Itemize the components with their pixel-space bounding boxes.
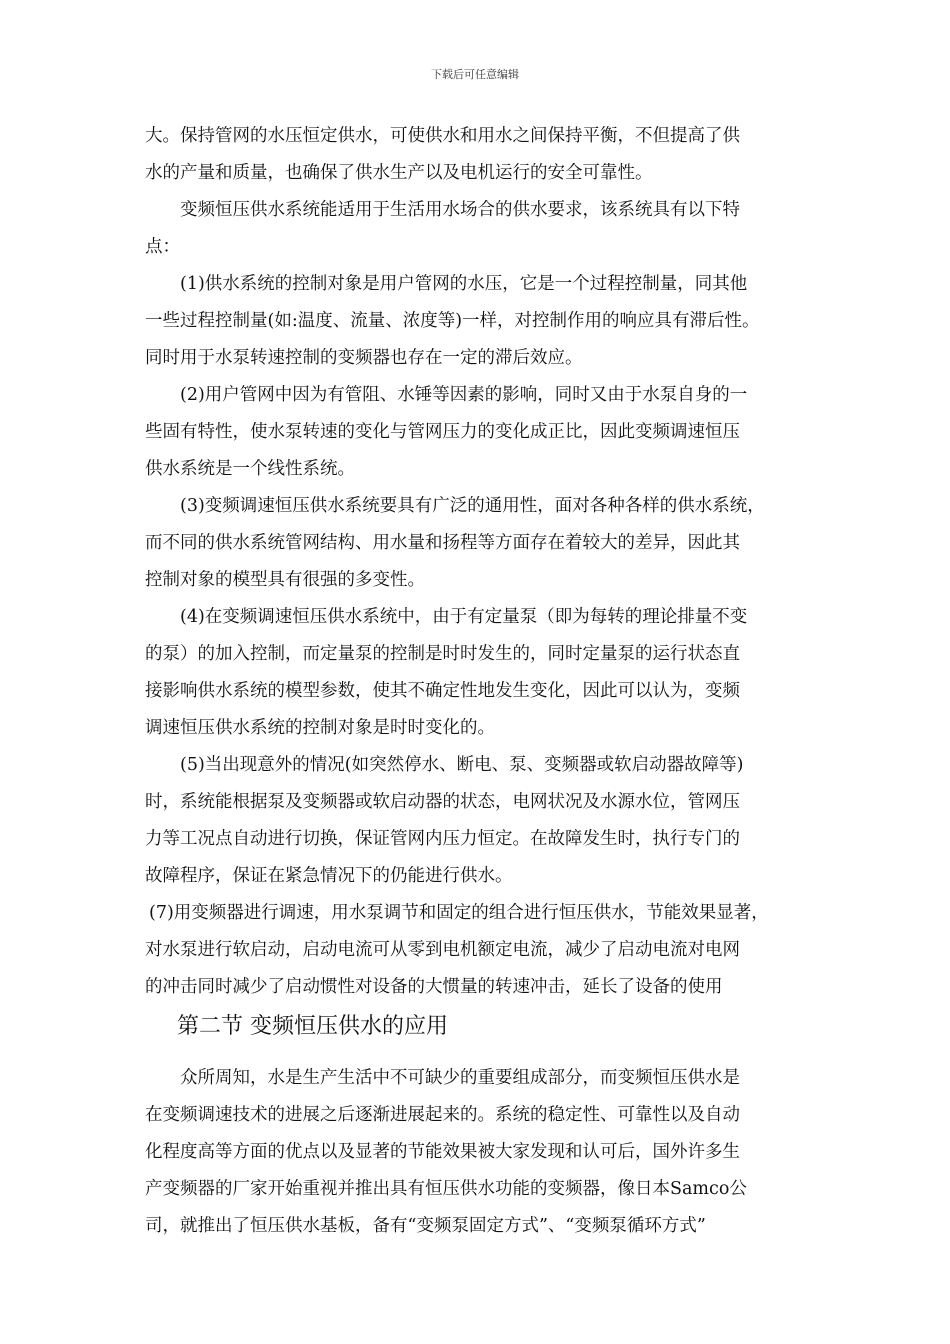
text-line: (3)变频调速恒压供水系统要具有广泛的通用性，面对各种各样的供水系统， <box>180 496 765 516</box>
text-line: 变频恒压供水系统能适用于生活用水场合的供水要求，该系统具有以下特 <box>180 200 740 220</box>
page-header-note: 下载后可任意编辑 <box>431 68 519 81</box>
section-heading: 第二节 变频恒压供水的应用 <box>177 1014 448 1039</box>
paragraphs-section-two <box>145 1060 825 1245</box>
paragraphs-section-one <box>145 118 825 1006</box>
text-line: (5)当出现意外的情况(如突然停水、断电、泵、变频器或软启动器故障等) <box>180 755 744 775</box>
text-line: 故障程序，保证在紧急情况下的仍能进行供水。 <box>145 866 513 886</box>
text-line: 的泵）的加入控制，而定量泵的控制是时时发生的，同时定量泵的运行状态直 <box>145 644 740 664</box>
text-line: 力等工况点自动进行切换，保证管网内压力恒定。在故障发生时，执行专门的 <box>145 829 740 849</box>
text-line: 司，就推出了恒压供水基板，备有“变频泵固定方式”、“变频泵循环方式” <box>145 1216 706 1236</box>
text-line: 众所周知，水是生产生活中不可缺少的重要组成部分，而变频恒压供水是 <box>180 1068 740 1088</box>
text-line: (1)供水系统的控制对象是用户管网的水压，它是一个过程控制量，同其他 <box>180 274 748 294</box>
text-line: (4)在变频调速恒压供水系统中，由于有定量泵（即为每转的理论排量不变 <box>180 607 748 627</box>
text-line: 水的产量和质量，也确保了供水生产以及电机运行的安全可靠性。 <box>145 163 653 183</box>
text-line: 对水泵进行软启动，启动电流可从零到电机额定电流，减少了启动电流对电网 <box>145 940 740 960</box>
text-line: 化程度高等方面的优点以及显著的节能效果被大家发现和认可后，国外许多生 <box>145 1142 740 1162</box>
text-line: 供水系统是一个线性系统。 <box>145 459 355 479</box>
text-line: (2)用户管网中因为有管阻、水锤等因素的影响，同时又由于水泵自身的一 <box>180 385 748 405</box>
text-line: 产变频器的厂家开始重视并推出具有恒压供水功能的变频器，像日本Samco公 <box>145 1179 747 1199</box>
text-line: 同时用于水泵转速控制的变频器也存在一定的滞后效应。 <box>145 348 583 368</box>
text-line: 控制对象的模型具有很强的多变性。 <box>145 570 425 590</box>
text-line: 些固有特性，使水泵转速的变化与管网压力的变化成正比，因此变频调速恒压 <box>145 422 740 442</box>
document-body <box>145 118 825 1245</box>
text-line: 调速恒压供水系统的控制对象是时时变化的。 <box>145 718 495 738</box>
text-line: 而不同的供水系统管网结构、用水量和扬程等方面存在着较大的差异，因此其 <box>145 533 740 553</box>
text-line: (7)用变频器进行调速，用水泵调节和固定的组合进行恒压供水，节能效果显著， <box>149 903 769 923</box>
text-line: 的冲击同时减少了启动惯性对设备的大惯量的转速冲击，延长了设备的使用 <box>145 977 723 997</box>
text-line: 大。保持管网的水压恒定供水，可使供水和用水之间保持平衡，不但提高了供 <box>145 126 740 146</box>
text-line: 一些过程控制量(如:温度、流量、浓度等)一样，对控制作用的响应具有滞后性。 <box>145 311 760 331</box>
text-line: 接影响供水系统的模型参数，使其不确定性地发生变化，因此可以认为，变频 <box>145 681 740 701</box>
text-line: 点： <box>145 237 180 257</box>
text-line: 时，系统能根据泵及变频器或软启动器的状态，电网状况及水源水位，管网压 <box>145 792 740 812</box>
text-line: 在变频调速技术的进展之后逐渐进展起来的。系统的稳定性、可靠性以及自动 <box>145 1105 740 1125</box>
